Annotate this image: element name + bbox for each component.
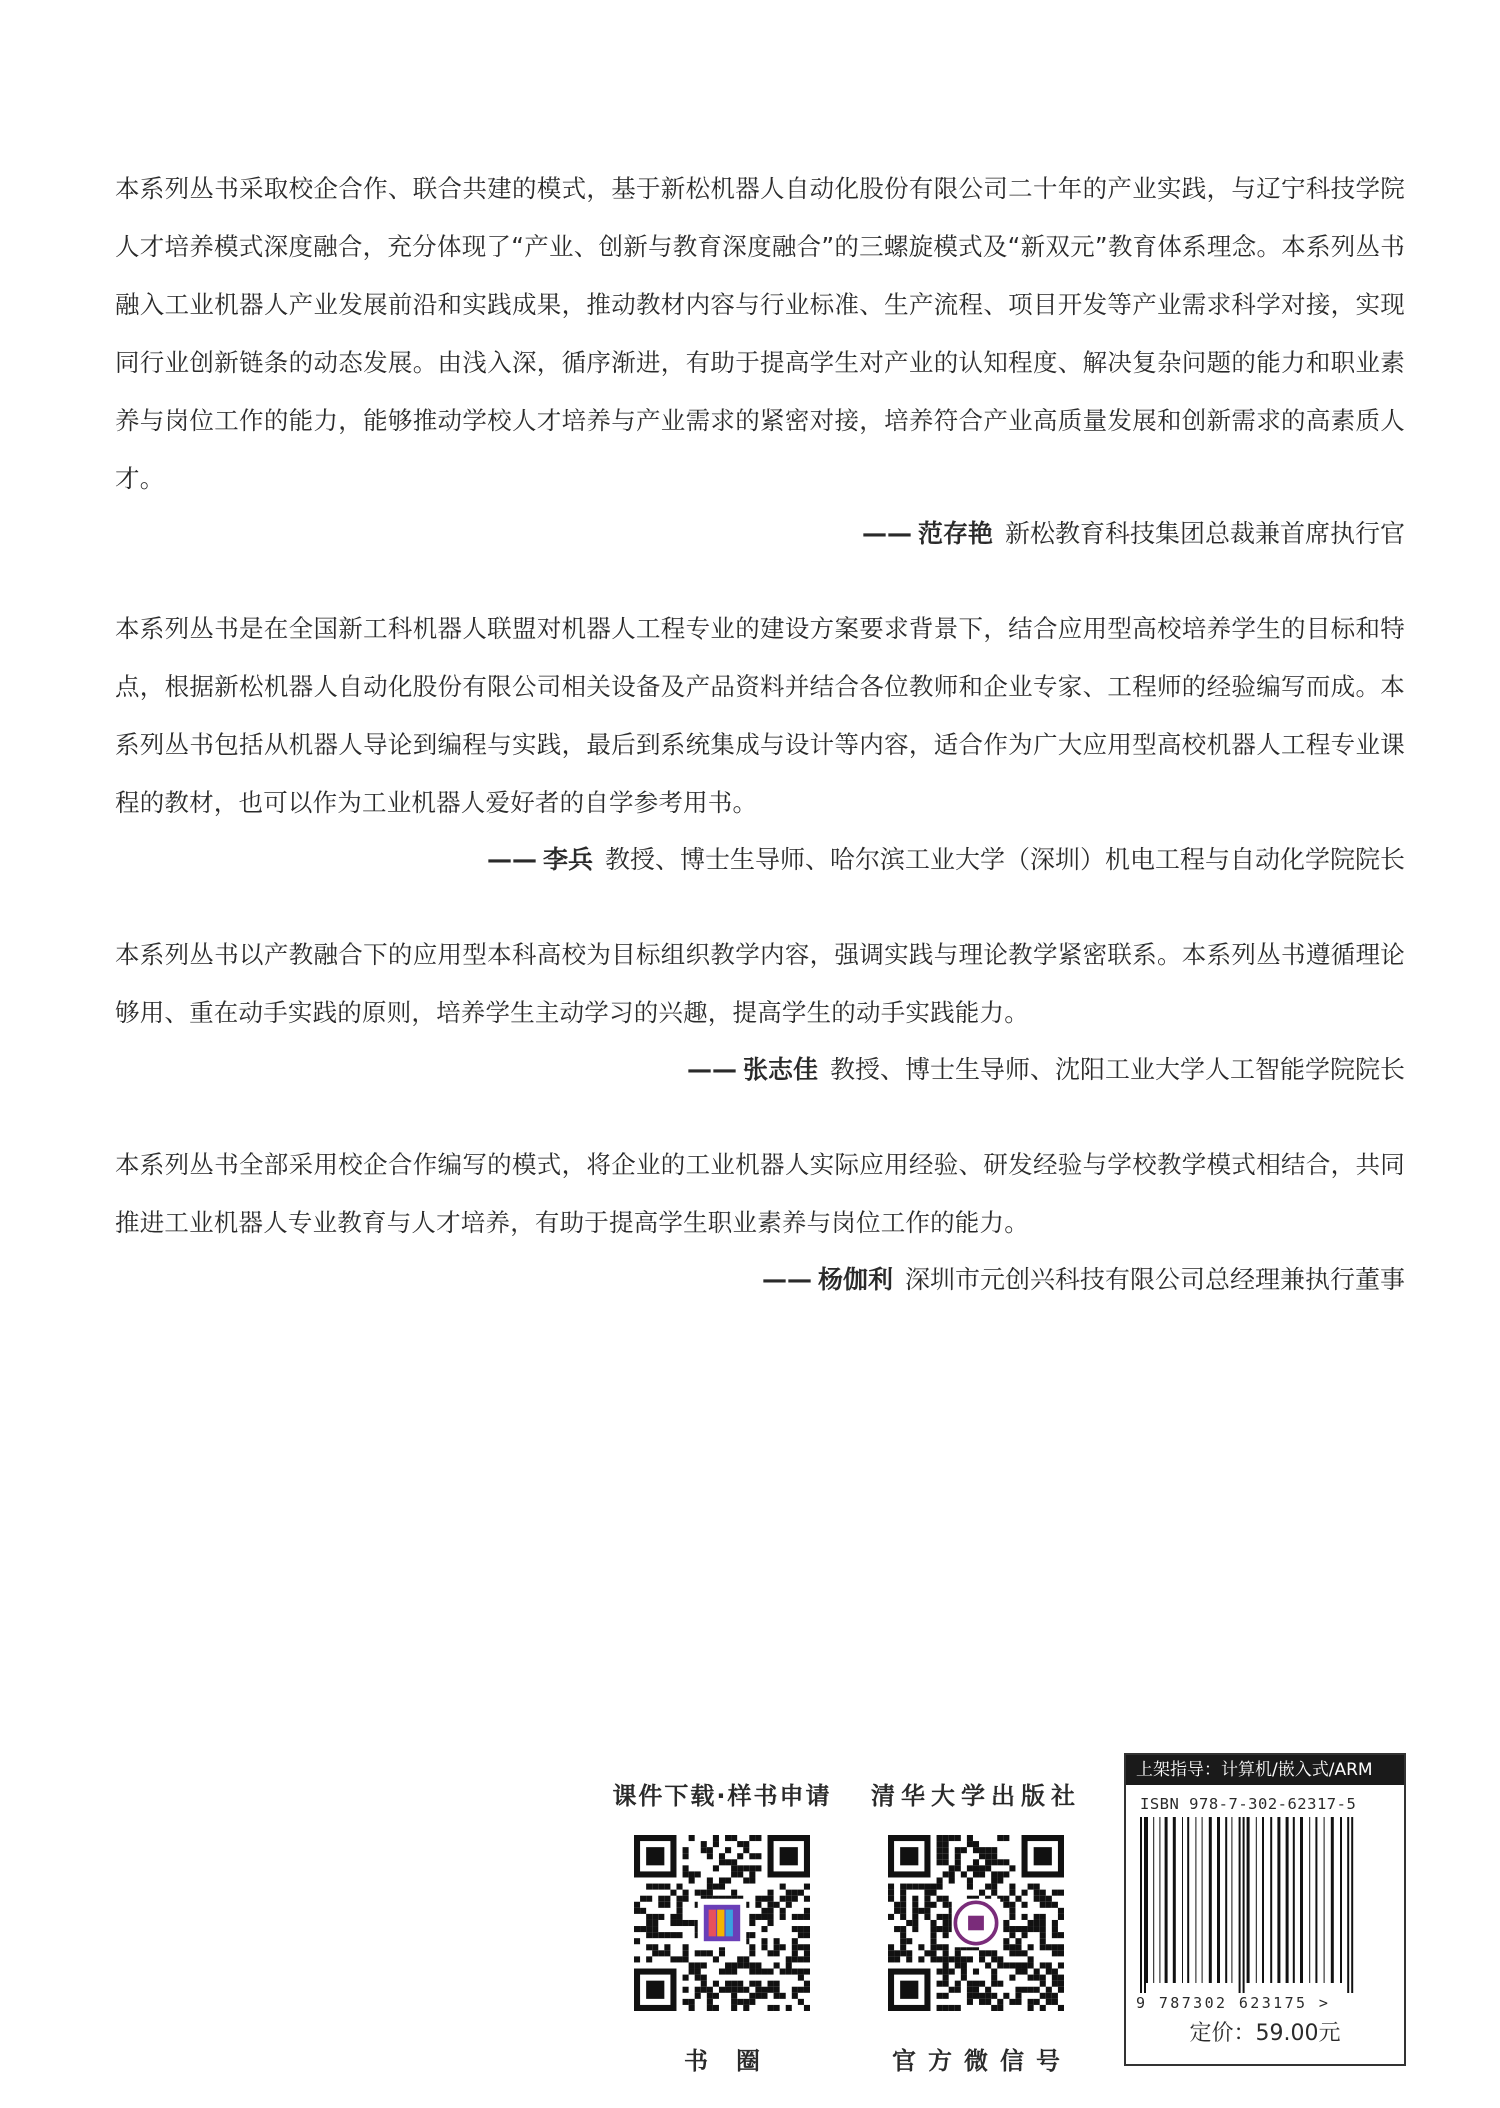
endorsement-1 xyxy=(115,160,1405,556)
qr-block-publisher xyxy=(866,1776,1086,2076)
endorsement-signature xyxy=(115,512,1405,556)
endorser-title: 新松教育科技集团总裁兼首席执行官 xyxy=(1004,519,1405,548)
endorsement-text: 本系列丛书以产教融合下的应用型本科高校为目标组织教学内容，强调实践与理论教学紧密联系。本系列丛书遵循理论够用、重在动手实践的原则，培养学生主动学习的兴趣，提高学生的动手实践能力。 xyxy=(115,940,1405,1027)
signature-dash: —— xyxy=(761,1265,812,1294)
endorsement-4 xyxy=(115,1136,1405,1302)
endorser-name: 范存艳 xyxy=(917,519,993,548)
qr-code-icon xyxy=(634,1835,810,2011)
endorsement-text: 本系列丛书全部采用校企合作编写的模式，将企业的工业机器人实际应用经验、研发经验与学校教学模式相结合，共同推进工业机器人专业教育与人才培养，有助于提高学生职业素养与岗位工作的能力。 xyxy=(115,1150,1405,1237)
endorsement-signature xyxy=(115,838,1405,882)
shelving-category: 上架指导：计算机/嵌入式/ARM xyxy=(1126,1755,1404,1785)
endorsements xyxy=(115,160,1405,1346)
endorser-name: 李兵 xyxy=(542,845,593,874)
qr-caption: 书圈 xyxy=(684,2047,788,2075)
endorser-name: 张志佳 xyxy=(742,1055,818,1084)
endorser-name: 杨伽利 xyxy=(817,1265,893,1294)
endorsement-2 xyxy=(115,600,1405,882)
signature-dash: —— xyxy=(686,1055,737,1084)
price: 定价：59.00元 xyxy=(1189,2021,1341,2046)
signature-dash: —— xyxy=(861,519,912,548)
endorser-title: 深圳市元创兴科技有限公司总经理兼执行董事 xyxy=(904,1265,1405,1294)
endorsement-signature xyxy=(115,1048,1405,1092)
qr-title: 课件下载·样书申请 xyxy=(612,1782,832,1810)
barcode-icon xyxy=(1138,1817,1404,1993)
endorser-title: 教授、博士生导师、沈阳工业大学人工智能学院院长 xyxy=(829,1055,1405,1084)
endorsement-3 xyxy=(115,926,1405,1092)
barcode-digits: 9 787302 623175 > xyxy=(1136,1994,1331,2012)
endorser-title: 教授、博士生导师、哈尔滨工业大学（深圳）机电工程与自动化学院院长 xyxy=(604,845,1405,874)
qr-code-icon xyxy=(888,1835,1064,2011)
isbn-barcode-box xyxy=(1124,1753,1406,2066)
endorsement-text: 本系列丛书是在全国新工科机器人联盟对机器人工程专业的建设方案要求背景下，结合应用型高校培养学生的目标和特点，根据新松机器人自动化股份有限公司相关设备及产品资料并结合各位教师和企业专家、工程师的经验编写而成。本系列丛书包括从机器人导论到编程与实践，最后到系统集成与设计等内容，适合作为广大应用型高校机器人工程专业课程的教材，也可以作为工业机器人爱好者的自学参考用书。 xyxy=(115,614,1405,817)
qr-block-courseware xyxy=(612,1776,832,2076)
endorsement-text: 本系列丛书采取校企合作、联合共建的模式，基于新松机器人自动化股份有限公司二十年的产业实践，与辽宁科技学院人才培养模式深度融合，充分体现了“产业、创新与教育深度融合”的三螺旋模式及“新双元”教育体系理念。本系列丛书融入工业机器人产业发展前沿和实践成果，推动教材内容与行业标准、生产流程、项目开发等产业需求科学对接，实现同行业创新链条的动态发展。由浅入深，循序渐进，有助于提高学生对产业的认知程度、解决复杂问题的能力和职业素养与岗位工作的能力，能够推动学校人才培养与产业需求的紧密对接，培养符合产业高质量发展和创新需求的高素质人才。 xyxy=(115,174,1405,493)
isbn-text: ISBN 978-7-302-62317-5 xyxy=(1140,1795,1357,1813)
qr-title: 清华大学出版社 xyxy=(871,1782,1081,1810)
signature-dash: —— xyxy=(486,845,537,874)
endorsement-signature xyxy=(115,1258,1405,1302)
qr-caption: 官方微信号 xyxy=(892,2047,1072,2075)
